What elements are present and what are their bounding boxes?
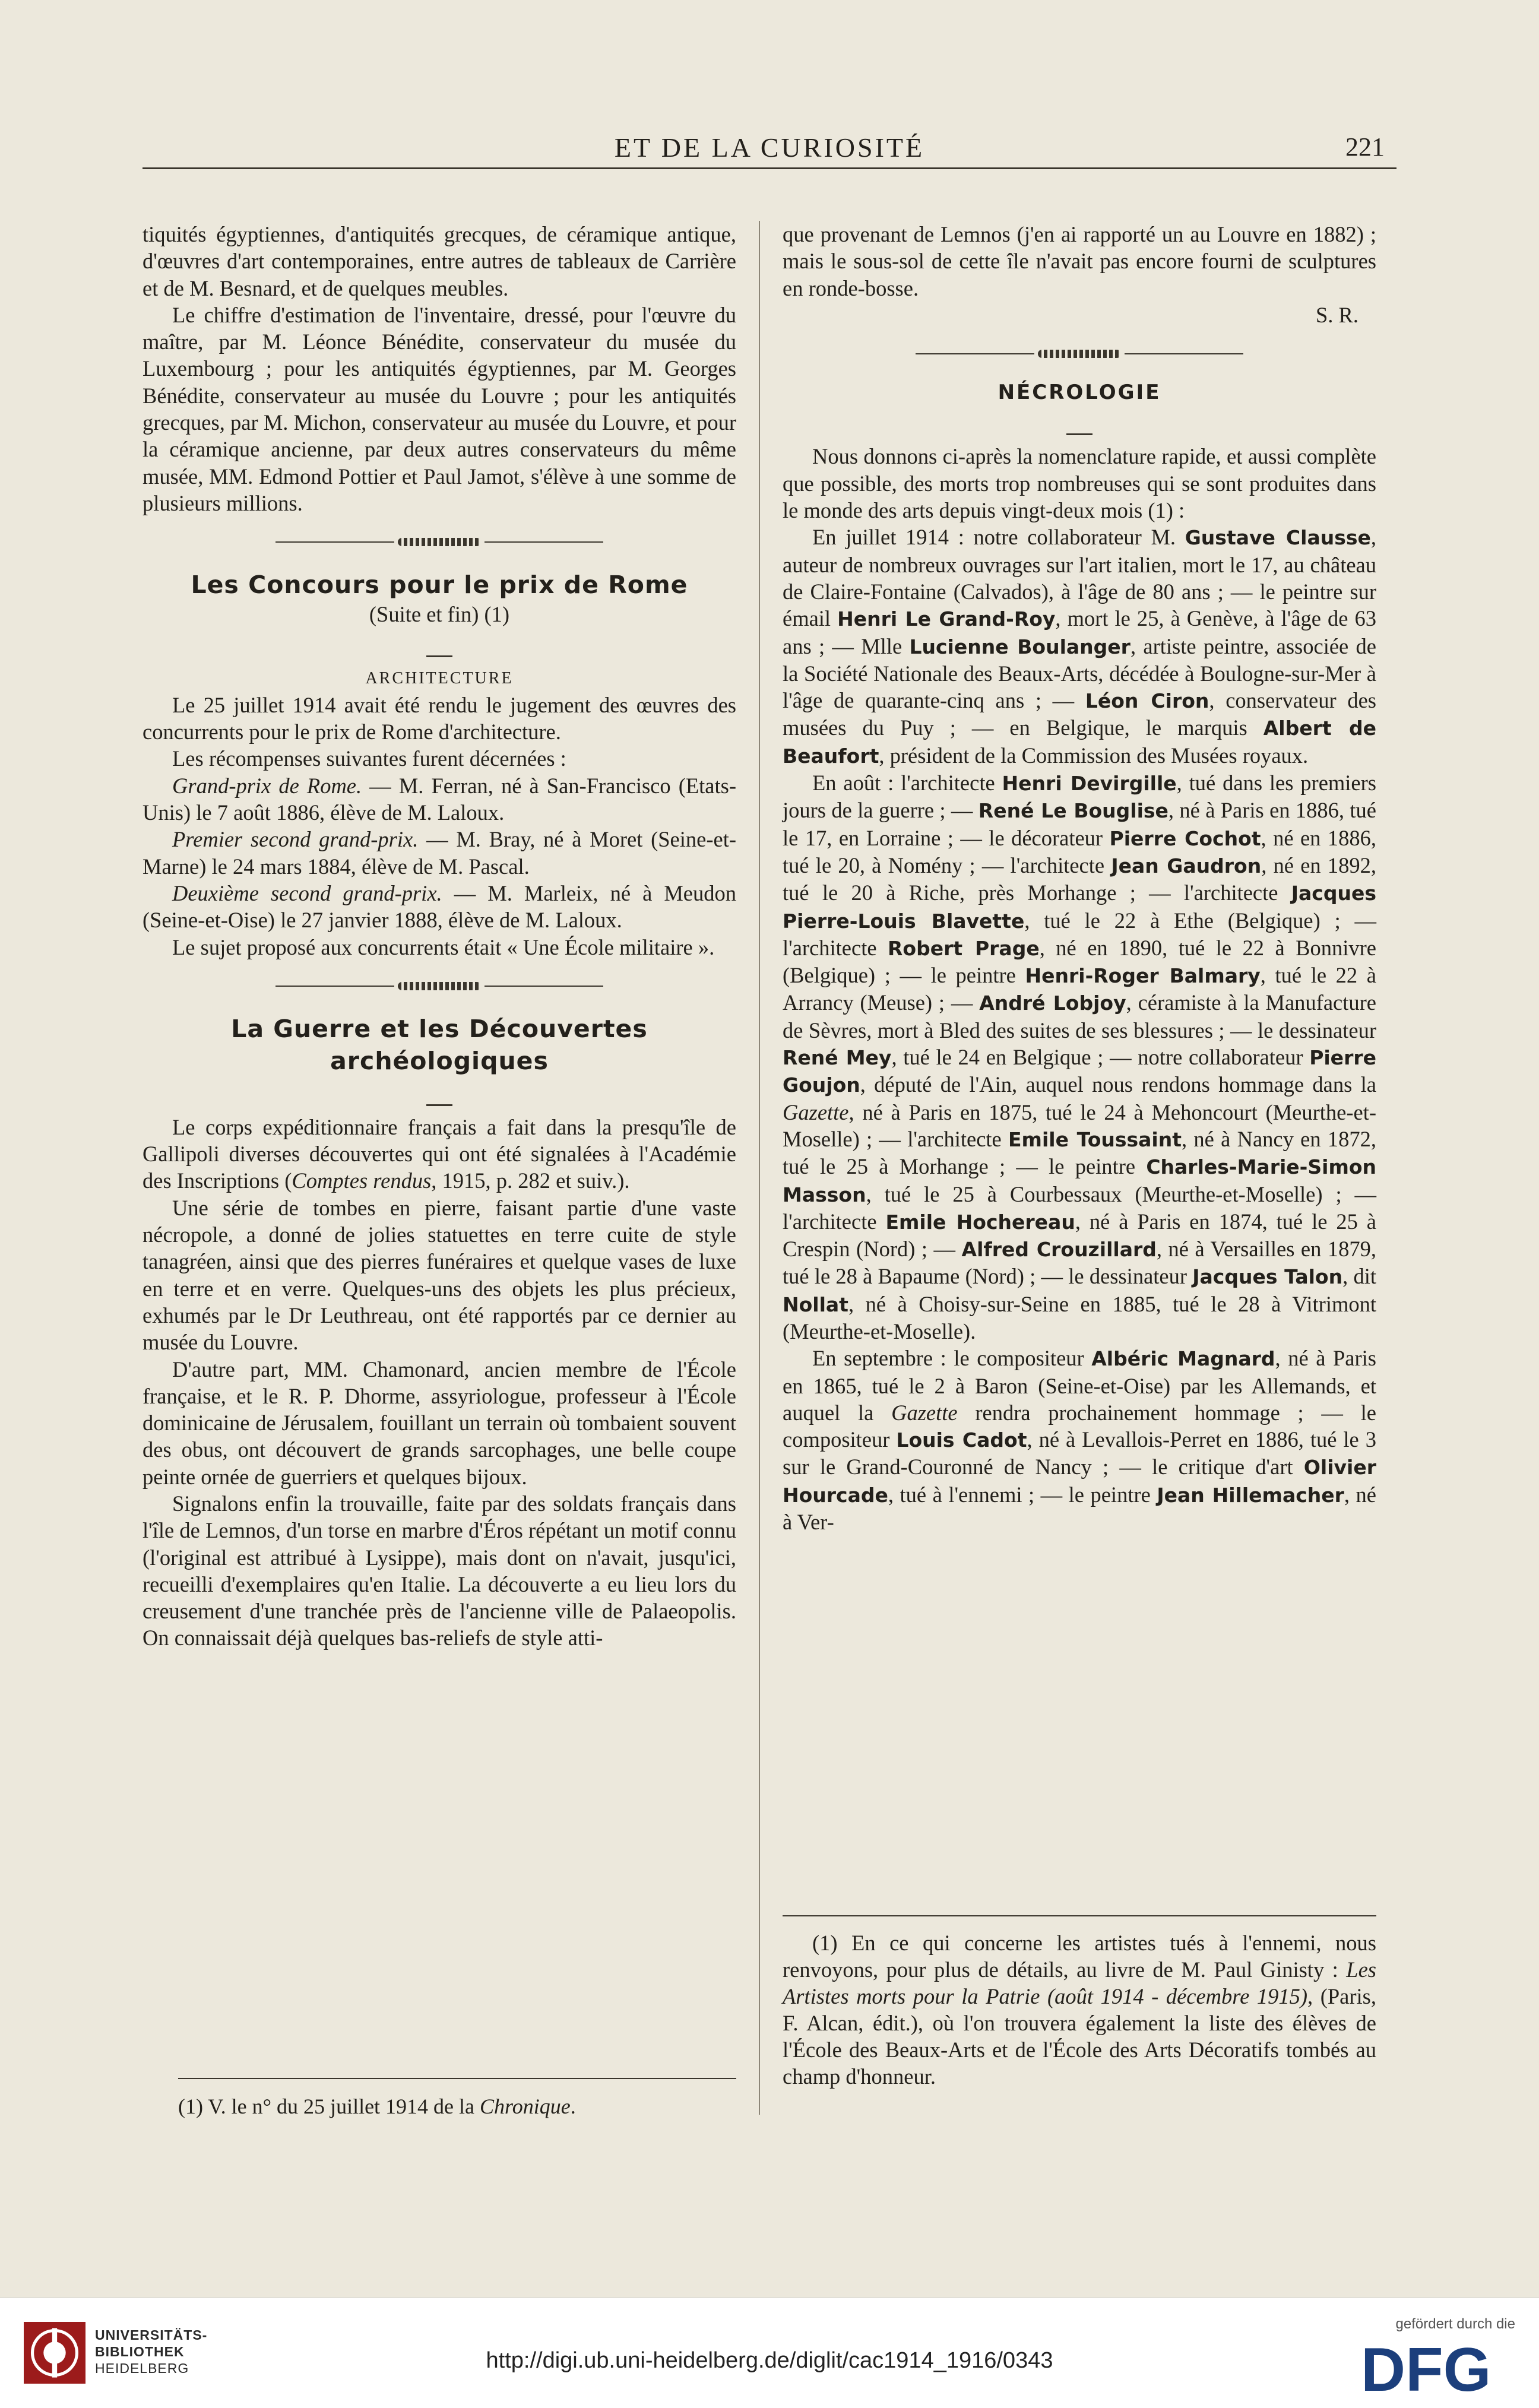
text-run: , né à Choisy-sur-Seine en 1885, tué le 28 à Vitrimont (Meurthe-et-Moselle). bbox=[783, 1291, 1376, 1344]
text-run: , tué le 24 en Belgique ; — notre collaborateur bbox=[891, 1045, 1310, 1070]
text-run: , 1915, p. 282 et suiv.). bbox=[431, 1168, 630, 1193]
obituary-july bbox=[783, 524, 1376, 769]
ornament-divider bbox=[142, 521, 736, 563]
person-name: Pierre Goujon bbox=[783, 1046, 1376, 1097]
person-name: Jacques Pierre-Louis Blavette bbox=[783, 882, 1376, 933]
person-name: Gustave Clausse bbox=[1185, 526, 1371, 550]
person-name: Lucienne Boulanger bbox=[909, 635, 1130, 658]
text-run: , né à Paris en 1865, tué le 2 à Baron (Seine-et-Oise) par les Allemands, et auquel la bbox=[783, 1346, 1376, 1425]
obituary-september bbox=[783, 1345, 1376, 1535]
text-run: , né à Levallois-Perret en 1886, tué le 3 sur le Grand-Couronné de Nancy ; — le critique d'art bbox=[783, 1427, 1376, 1479]
paragraph: Le chiffre d'estimation de l'inventaire, dressé, pour l'œuvre du maître, par M. Léonce Bénédite, conservateur du musée du Luxembourg ; pour les antiquités égyptiennes, par M. Georges Bénédite, conservateur au musée du Louvre ; pour les antiquités grecques, par M. Michon, conservateur au musée du Louvre, et pour la céramique ancienne, par deux autres conservateurs du même musée, MM. Edmond Pottier et Paul Jamot, s'élève à une somme de plusieurs millions. bbox=[142, 302, 736, 515]
paragraph bbox=[142, 1114, 736, 1195]
text-run: , né à Ver- bbox=[783, 1482, 1377, 1535]
dfg-logo-icon bbox=[1361, 2340, 1515, 2397]
award-text: — M. Ferran, né à San-Francisco (Etats-Unis) le 7 août 1886, élève de M. Laloux. bbox=[142, 773, 736, 825]
short-dash bbox=[142, 636, 736, 654]
person-name: Emile Toussaint bbox=[1008, 1127, 1182, 1151]
person-name: Emile Hochereau bbox=[885, 1210, 1075, 1234]
person-name: Albéric Magnard bbox=[1091, 1347, 1275, 1371]
text-run: , né en 1890, tué le 22 à Bonnivre (Belgique) ; — le peintre bbox=[783, 935, 1377, 988]
text-run: , né à Paris en 1874, tué le 25 à Crespin (Nord) ; — bbox=[783, 1209, 1377, 1262]
footnote-right bbox=[783, 1915, 1376, 2090]
text-run: , artiste peintre, associée de la Société Nationale des Beaux-Arts, décédée à Boulogne-sur-Mer à l'âge de quarante-cinq ans ; — bbox=[783, 633, 1376, 713]
signature: S. R. bbox=[1315, 302, 1358, 327]
paragraph: que provenant de Lemnos (j'en ai rapporté un au Louvre en 1882) ; mais le sous-sol de cette île n'avait pas encore fourni de sculptures en ronde-bosse. bbox=[783, 222, 1376, 300]
text-run: , (Paris, F. Alcan, édit.), où l'on trouvera également la liste des élèves de l'École des Beaux-Arts et de l'École des Arts Décoratifs tombés au champ d'honneur. bbox=[783, 1984, 1376, 2089]
viewer-footer-bar bbox=[0, 2298, 1539, 2408]
text-run: (1) En ce qui concerne les artistes tués à l'ennemi, nous renvoyons, pour plus de détails, au livre de M. Paul Ginisty : bbox=[783, 1931, 1376, 1982]
award-label: Deuxième second grand-prix. bbox=[172, 880, 442, 905]
permalink-url[interactable]: http://digi.ub.uni-heidelberg.de/diglit/cac1914_1916/0343 bbox=[486, 2348, 1053, 2373]
text-run: , député de l'Ain, auquel nous rendons hommage dans la bbox=[860, 1072, 1376, 1097]
obituary-august bbox=[783, 769, 1376, 1345]
text-run: rendra prochainement hommage ; — le compositeur bbox=[783, 1400, 1376, 1452]
text-run: , tué dans les premiers jours de la guerre ; — bbox=[783, 771, 1376, 823]
text-run: En août : l'architecte bbox=[812, 771, 1002, 796]
italic-title: Gazette bbox=[783, 1100, 849, 1124]
award-label: Premier second grand-prix. bbox=[172, 827, 419, 852]
text-run: , tué le 22 à Ethe (Belgique) ; — l'architecte bbox=[783, 908, 1376, 960]
ornament-divider bbox=[783, 333, 1376, 375]
person-name: Jean Gaudron bbox=[1111, 854, 1262, 877]
section-subtitle: (Suite et fin) (1) bbox=[369, 602, 510, 627]
section-title-concours: Les Concours pour le prix de Rome bbox=[191, 571, 688, 600]
right-column bbox=[783, 221, 1376, 1535]
column-divider bbox=[759, 221, 760, 2115]
short-dash bbox=[783, 414, 1376, 432]
funded-by-label: gefördert durch die bbox=[1395, 2316, 1515, 2332]
person-name: Jean Hillemacher bbox=[1157, 1483, 1344, 1507]
text-run: , tué à l'ennemi ; — le peintre bbox=[888, 1482, 1157, 1507]
section-title-necrologie: NÉCROLOGIE bbox=[998, 381, 1161, 405]
footnote-paragraph bbox=[783, 1929, 1376, 2090]
citation: Comptes rendus bbox=[292, 1168, 432, 1193]
library-name-line: BIBLIOTHEK bbox=[95, 2344, 185, 2359]
text-run: En juillet 1914 : notre collaborateur M. bbox=[812, 525, 1185, 550]
text-run: , né en 1886, tué le 20, à Nomény ; — l'architecte bbox=[783, 825, 1376, 877]
text-run: , mort le 25, à Genève, à l'âge de 63 ans ; — Mlle bbox=[783, 606, 1377, 658]
award-label: Grand-prix de Rome. bbox=[172, 773, 362, 798]
person-name: Robert Prage bbox=[888, 936, 1040, 960]
footnote-citation: Chronique bbox=[480, 2095, 571, 2118]
subsection-architecture: ARCHITECTURE bbox=[365, 668, 514, 687]
person-name: René Mey bbox=[783, 1046, 892, 1070]
text-run: , président de la Commission des Musées royaux. bbox=[879, 743, 1309, 768]
text-run: , dit bbox=[1342, 1264, 1376, 1289]
footnote-text: (1) V. le n° du 25 juillet 1914 de la bbox=[178, 2095, 480, 2118]
person-name: Olivier Hourcade bbox=[783, 1456, 1376, 1507]
ornament-divider bbox=[142, 965, 736, 1007]
section-title-guerre: La Guerre et les Découvertes archéologiques bbox=[231, 1014, 648, 1075]
award-entry bbox=[142, 880, 736, 934]
left-column bbox=[142, 221, 736, 1652]
award-text: — M. Bray, né à Moret (Seine-et-Marne) le 24 mars 1884, élève de M. Pascal. bbox=[142, 827, 736, 879]
text-run: , né à Nancy en 1872, tué le 25 à Morhange ; — le peintre bbox=[783, 1126, 1376, 1179]
paragraph: Les récompenses suivantes furent décernées : bbox=[172, 746, 566, 771]
text-run: , conservateur des musées du Puy ; — en Belgique, le marquis bbox=[783, 688, 1376, 740]
running-head bbox=[142, 132, 1396, 169]
person-name: Alfred Crouzillard bbox=[961, 1238, 1157, 1262]
person-name: Henri-Roger Balmary bbox=[1025, 964, 1261, 988]
italic-title: Les Artistes morts pour la Patrie (août 1914 - décembre 1915) bbox=[783, 1957, 1376, 2008]
person-name: Léon Ciron bbox=[1085, 689, 1209, 713]
text-run: En septembre : le compositeur bbox=[812, 1346, 1092, 1371]
short-dash bbox=[142, 1085, 736, 1103]
person-name: Henri Devirgille bbox=[1002, 772, 1177, 796]
paragraph: Le 25 juillet 1914 avait été rendu le jugement des œuvres des concurrents pour le prix de Rome d'architecture. bbox=[142, 692, 736, 744]
paragraph: Signalons enfin la trouvaille, faite par des soldats français dans l'île de Lemnos, d'un torse en marbre d'Éros répétant un motif connu (l'original est attribué à Lysippe), mais dont on n'avait, jusqu'ici, recueilli d'exemplaires qu'en Italie. La découverte a eu lieu lors du creusement d'une tranchée près de l'ancienne ville de Palaeopolis. On connaissait déjà quelques bas-reliefs de style atti- bbox=[142, 1491, 736, 1650]
text-run: , né à Versailles en 1879, tué le 28 à Bapaume (Nord) ; — le dessinateur bbox=[783, 1237, 1376, 1289]
library-name-line: UNIVERSITÄTS- bbox=[95, 2327, 208, 2343]
award-text: — M. Marleix, né à Meudon (Seine-et-Oise) le 27 janvier 1888, élève de M. Laloux. bbox=[142, 880, 737, 933]
person-name: Albert de Beaufort bbox=[783, 717, 1376, 768]
person-name: André Lobjoy bbox=[979, 991, 1126, 1015]
paragraph: Le sujet proposé aux concurrents était « Une École militaire ». bbox=[172, 934, 715, 959]
italic-title: Gazette bbox=[891, 1400, 958, 1425]
text-run: , céramiste à la Manufacture de Sèvres, mort à Bled des suites de ses blessures ; — le dessinateur bbox=[783, 990, 1376, 1043]
footnote-text: . bbox=[570, 2095, 576, 2118]
text-run: , tué le 25 à Courbessaux (Meurthe-et-Moselle) ; — l'architecte bbox=[783, 1181, 1376, 1234]
person-name: Jacques Talon bbox=[1192, 1265, 1343, 1289]
paragraph: tiquités égyptiennes, d'antiquités grecques, de céramique antique, d'œuvres d'art contemporaines, entre autres de tableaux de Carrière et de M. Besnard, et de quelques meubles. bbox=[142, 222, 736, 300]
person-name: Charles-Marie-Simon Masson bbox=[783, 1155, 1376, 1206]
text-run: , né à Paris en 1886, tué le 17, en Lorraine ; — le décorateur bbox=[783, 798, 1376, 850]
paragraph: Une série de tombes en pierre, faisant partie d'une vaste nécropole, a donné de jolies statuettes en terre cuite de style tanagréen, ainsi que des pierres funéraires et quelque vases de luxe en terre et en verre. Quelques-uns des objets les plus précieux, exhumés par le Dr Leuthreau, ont été rapportés par ce dernier au musée du Louvre. bbox=[142, 1195, 736, 1355]
library-name-line: HEIDELBERG bbox=[95, 2361, 189, 2376]
footnote-left bbox=[178, 2078, 736, 2120]
award-entry bbox=[142, 772, 736, 826]
award-entry bbox=[142, 826, 736, 880]
text-run: , auteur de nombreux ouvrages sur l'art italien, mort le 17, au château de Claire-Fontaine (Calvados), à l'âge de 80 ans ; — le peintre sur émail bbox=[783, 525, 1377, 631]
text-run: , né à Paris en 1875, tué le 24 à Mehoncourt (Meurthe-et-Moselle) ; — l'architecte bbox=[783, 1100, 1376, 1151]
paragraph: Nous donnons ci-après la nomenclature rapide, et aussi complète que possible, des morts trop nombreuses qui se sont produites dans le monde des arts depuis vingt-deux mois (1) : bbox=[783, 444, 1376, 523]
text-run: , né en 1892, tué le 20 à Riche, près Morhange ; — l'architecte bbox=[783, 853, 1376, 905]
paragraph: D'autre part, MM. Chamonard, ancien membre de l'École française, et le R. P. Dhorme, assyriologue, professeur à l'École dominicaine de Jérusalem, fouillant un terrain où tombaient souvent des obus, ont découvert de grands sarcophages, une belle coupe peinte ornée de guerriers et quelques bijoux. bbox=[142, 1357, 736, 1489]
person-name: Pierre Cochot bbox=[1109, 826, 1261, 850]
person-name: Henri Le Grand-Roy bbox=[837, 607, 1056, 631]
text-run: , tué le 22 à Arrancy (Meuse) ; — bbox=[783, 963, 1376, 1015]
running-title: ET DE LA CURIOSITÉ bbox=[614, 132, 925, 163]
text-run: Le corps expéditionnaire français a fait dans la presqu'île de Gallipoli diverses découvertes qui ont été signalées à l'Académie des Inscriptions ( bbox=[142, 1114, 736, 1193]
person-name: Louis Cadot bbox=[896, 1428, 1027, 1452]
person-name: René Le Bouglise bbox=[978, 799, 1168, 823]
page-number: 221 bbox=[1345, 132, 1385, 161]
dfg-logo-text: DFG bbox=[1361, 2340, 1492, 2397]
person-name: Nollat bbox=[783, 1292, 848, 1316]
